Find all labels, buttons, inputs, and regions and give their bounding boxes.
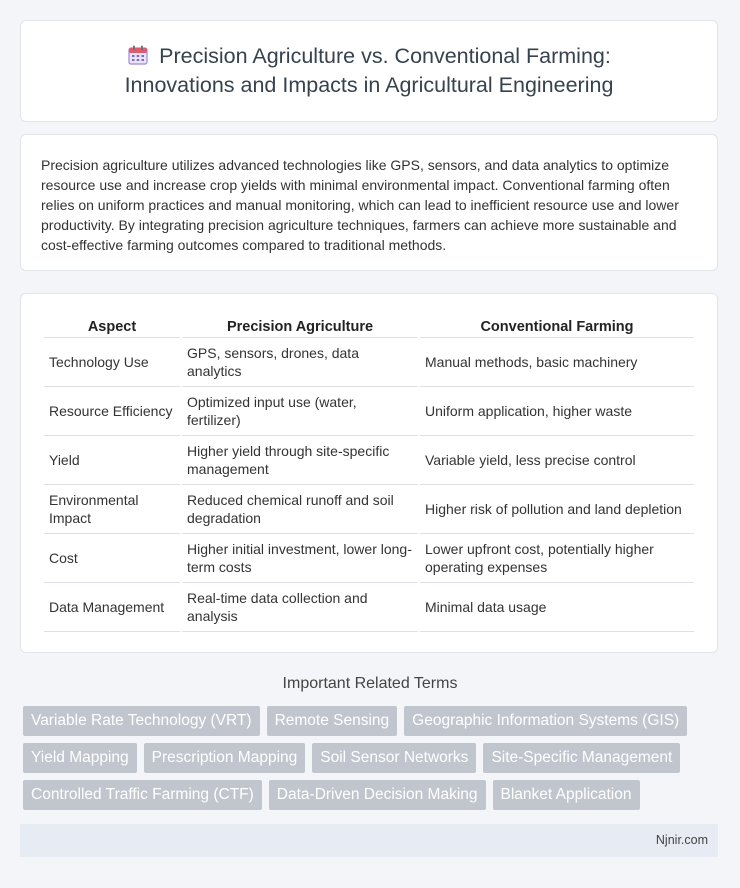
calendar-icon xyxy=(127,44,149,66)
cell-conventional: Lower upfront cost, potentially higher operating expenses xyxy=(420,534,694,583)
term-tag[interactable]: Geographic Information Systems (GIS) xyxy=(404,706,687,736)
term-tag[interactable]: Controlled Traffic Farming (CTF) xyxy=(23,780,262,810)
term-tag[interactable]: Data-Driven Decision Making xyxy=(269,780,486,810)
intro-card xyxy=(20,134,718,271)
cell-precision: Optimized input use (water, fertilizer) xyxy=(182,387,418,436)
term-tag[interactable]: Blanket Application xyxy=(493,780,640,810)
comparison-table xyxy=(42,314,696,632)
cell-conventional: Variable yield, less precise control xyxy=(420,436,694,485)
related-terms-list xyxy=(23,706,723,810)
header-conventional: Conventional Farming xyxy=(420,314,694,338)
intro-paragraph: Precision agriculture utilizes advanced technologies like GPS, sensors, and data analytics to optimize resource use and increase crop yields with minimal environmental impact. Conventional farming often relies on uniform practices and manual monitoring, which can lead to inefficient resource use and lower productivity. By integrating precision agriculture techniques, farmers can achieve more sustainable and cost-effective farming outcomes compared to traditional methods. xyxy=(41,157,679,253)
footer-site-link[interactable]: Njnir.com xyxy=(655,833,708,847)
header-precision: Precision Agriculture xyxy=(182,314,418,338)
cell-aspect: Data Management xyxy=(44,583,180,632)
cell-precision: Higher yield through site-specific management xyxy=(182,436,418,485)
title-line-1: Precision Agriculture vs. Conventional Farming: xyxy=(159,44,611,68)
table-row xyxy=(44,583,694,632)
comparison-table-card xyxy=(20,293,718,653)
cell-precision: Higher initial investment, lower long-term costs xyxy=(182,534,418,583)
term-tag[interactable]: Prescription Mapping xyxy=(144,743,306,773)
table-row xyxy=(44,534,694,583)
cell-aspect: Environmental Impact xyxy=(44,485,180,534)
cell-aspect: Technology Use xyxy=(44,338,180,387)
term-tag[interactable]: Soil Sensor Networks xyxy=(312,743,476,773)
cell-conventional: Uniform application, higher waste xyxy=(420,387,694,436)
footer xyxy=(20,824,718,857)
cell-precision: GPS, sensors, drones, data analytics xyxy=(182,338,418,387)
term-tag[interactable]: Variable Rate Technology (VRT) xyxy=(23,706,260,736)
cell-conventional: Higher risk of pollution and land depletion xyxy=(420,485,694,534)
table-row xyxy=(44,485,694,534)
cell-aspect: Resource Efficiency xyxy=(44,387,180,436)
title-line-2: Innovations and Impacts in Agricultural Engineering xyxy=(124,73,614,97)
term-tag[interactable]: Site-Specific Management xyxy=(483,743,680,773)
title-card xyxy=(20,20,718,122)
table-row xyxy=(44,436,694,485)
cell-aspect: Yield xyxy=(44,436,180,485)
term-tag[interactable]: Remote Sensing xyxy=(267,706,398,736)
cell-conventional: Manual methods, basic machinery xyxy=(420,338,694,387)
page-title xyxy=(125,42,614,100)
cell-precision: Reduced chemical runoff and soil degradation xyxy=(182,485,418,534)
table-header-row xyxy=(44,314,694,338)
cell-aspect: Cost xyxy=(44,534,180,583)
table-row xyxy=(44,338,694,387)
cell-conventional: Minimal data usage xyxy=(420,583,694,632)
term-tag[interactable]: Yield Mapping xyxy=(23,743,137,773)
header-aspect: Aspect xyxy=(44,314,180,338)
table-row xyxy=(44,387,694,436)
cell-precision: Real-time data collection and analysis xyxy=(182,583,418,632)
related-terms-title: Important Related Terms xyxy=(282,675,458,692)
